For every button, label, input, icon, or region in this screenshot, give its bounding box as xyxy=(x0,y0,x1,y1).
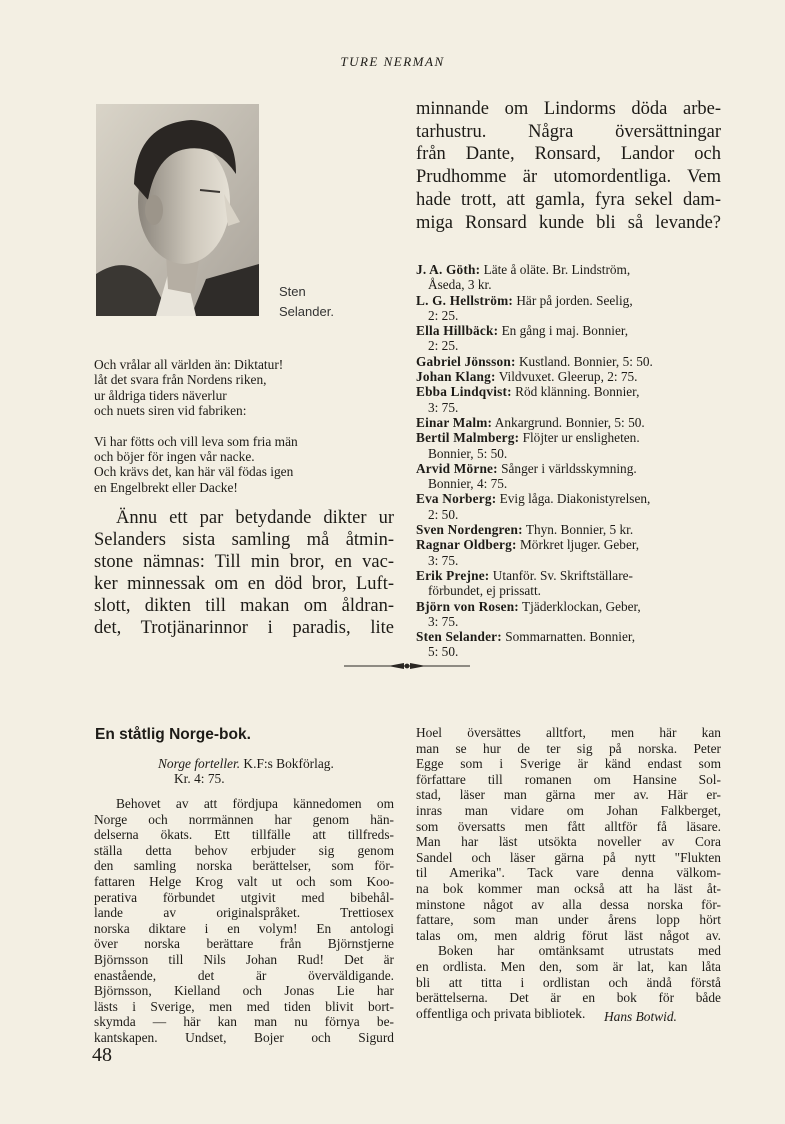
entry-author: Bertil Malmberg: xyxy=(416,430,520,446)
poem-excerpt xyxy=(94,357,298,510)
text-line: minstone något av alla dessa norska för- xyxy=(416,896,721,912)
text-line: slott, dikten till makan om åldran- xyxy=(94,596,394,616)
text-line: tarhustru. Några översättningar xyxy=(416,121,721,142)
text-line: enastående, det är överväldigande. xyxy=(94,967,394,983)
review-book-title: Norge forteller. xyxy=(158,756,241,771)
text-line: Prudhomme är utomordentliga. Vem xyxy=(416,167,721,188)
text-line: bli att titta i ordlistan och ändå förstå xyxy=(416,974,721,990)
bibliography-entry xyxy=(416,537,721,568)
entry-details: Sommarnatten. Bonnier, xyxy=(505,629,636,645)
poem-line: ur åldriga tiders näverlur xyxy=(94,387,227,403)
entry-author: Einar Malm: xyxy=(416,414,493,430)
text-line: Ännu ett par betydande dikter ur xyxy=(116,508,394,528)
bibliography-entry xyxy=(416,599,721,630)
poem-line: låt det svara från Nordens riken, xyxy=(94,372,267,388)
bibliography-entry xyxy=(416,415,721,430)
continuation-paragraph xyxy=(416,98,721,234)
entry-details: Flöjter ur ensligheten. xyxy=(522,430,640,446)
text-line: til Amerika". Tack vare denna välkom- xyxy=(416,865,721,881)
entry-author: J. A. Göth: xyxy=(416,262,481,277)
text-line: över norska berättare från Björnstjerne xyxy=(94,936,394,952)
review-text-right xyxy=(416,725,721,1021)
poem-line: en Engelbrekt eller Dacke! xyxy=(94,479,238,495)
text-line: miga Ronsard kunde bli så levande? xyxy=(416,212,721,233)
entry-author: Sten Selander: xyxy=(416,629,502,645)
poem-line: Vi har fötts och vill leva som fria män xyxy=(94,433,298,449)
text-line: stad, läser man gärna mer av. Här er- xyxy=(416,787,721,803)
entry-details: 5: 50. xyxy=(428,644,459,660)
text-line: Norge och norrmännen har genom hän- xyxy=(94,811,394,827)
text-line: ker minnessak om en död bror, Luft- xyxy=(94,574,394,594)
entry-details: Mörkret ljuger. Geber, xyxy=(519,537,640,553)
entry-details: Här på jorden. Seelig, xyxy=(516,292,633,308)
photo-caption xyxy=(279,282,334,322)
entry-author: Ella Hillbäck: xyxy=(416,323,499,339)
section-divider xyxy=(344,660,470,672)
review-source xyxy=(94,756,394,787)
bibliography-entry xyxy=(416,262,721,293)
entry-author: Arvid Mörne: xyxy=(416,460,498,476)
entry-details: 2: 50. xyxy=(428,506,459,522)
text-line: berättelserna. Det är en bok för både xyxy=(416,990,721,1006)
entry-author: Björn von Rosen: xyxy=(416,598,519,614)
entry-details: Åseda, 3 kr. xyxy=(428,277,492,293)
poem-line: och nuets siren vid fabriken: xyxy=(94,403,247,419)
bibliography-entry xyxy=(416,354,721,369)
text-line: perativa förbundet utgivit med bibehål- xyxy=(94,889,394,905)
caption-line: Selander. xyxy=(279,304,334,319)
bibliography-entry xyxy=(416,522,721,537)
text-line: författare till romanen om Hansine Sol- xyxy=(416,771,721,787)
text-line: den samling norska berättelser, som för- xyxy=(94,858,394,874)
entry-details: Läte å oläte. Br. Lindström, xyxy=(483,262,631,277)
entry-details: Vildvuxet. Gleerup, 2: 75. xyxy=(498,369,638,385)
entry-author: Johan Klang: xyxy=(416,369,496,385)
entry-details: Sånger i världsskymning. xyxy=(501,460,637,476)
entry-details: Bonnier, 4: 75. xyxy=(428,476,508,492)
body-paragraph xyxy=(94,507,394,639)
text-line: som översatts men fått alltför få läsare. xyxy=(416,818,721,834)
text-line: Hoel översättes alltfort, men här kan xyxy=(416,725,721,740)
text-line: Sandel och läser gärna på nytt "Flukten xyxy=(416,849,721,865)
text-line: en ordlista. Men den, som är lat, kan låta xyxy=(416,958,721,974)
entry-author: Erik Prejne: xyxy=(416,567,490,583)
review-text-left xyxy=(94,796,394,1046)
entry-details: Thyn. Bonnier, 5 kr. xyxy=(525,522,634,538)
entry-author: Gabriel Jönsson: xyxy=(416,353,516,369)
text-line: kantskapen. Undset, Bojer och Sigurd xyxy=(94,1029,394,1045)
text-line: stone nämnas: Till min bror, en vac- xyxy=(94,552,394,572)
review-publisher: K.F:s Bokförlag. xyxy=(240,756,334,771)
entry-author: Sven Nordengren: xyxy=(416,522,523,538)
text-line: lästs i Sverige, men med tiden blivit bort- xyxy=(94,998,394,1014)
text-line: lande av originalspråket. Trettiosex xyxy=(94,905,394,921)
entry-author: Ragnar Oldberg: xyxy=(416,537,517,553)
text-line: Behovet av att fördjupa kännedomen om xyxy=(116,796,394,811)
poem-line: Och krävs det, kan här väl födas igen xyxy=(94,464,294,480)
text-line: hade trott, att gamla, fyra sekel dam- xyxy=(416,189,721,210)
entry-details: Bonnier, 5: 50. xyxy=(428,445,508,461)
poem-stanza xyxy=(94,434,298,496)
entry-details: 2: 25. xyxy=(428,307,459,323)
page-number: 48 xyxy=(92,1044,112,1066)
review-title: En ståtlig Norge-bok. xyxy=(95,726,251,743)
text-line: Björnsson, Kielland och Jonas Lie har xyxy=(94,983,394,999)
text-line: man se hur de ter sig på norska. Peter xyxy=(416,740,721,756)
text-line: Selanders sista samling må åtmin- xyxy=(94,530,394,550)
text-line: fattare, som man under årens lopp hört xyxy=(416,912,721,928)
bibliography-entry xyxy=(416,293,721,324)
running-header: TURE NERMAN xyxy=(340,54,445,69)
text-line: Man har läst utsökta noveller av Cora xyxy=(416,834,721,850)
entry-details: 2: 25. xyxy=(428,338,459,354)
review-price: Kr. 4: 75. xyxy=(174,771,225,787)
bibliography-entry xyxy=(416,384,721,415)
poem-line: Och vrålar all världen än: Diktatur! xyxy=(94,357,284,372)
bibliography-list xyxy=(416,262,721,660)
entry-details: Evig låga. Diakonistyrelsen, xyxy=(499,491,651,507)
review-signature: Hans Botwid. xyxy=(604,1009,677,1024)
poem-line: och böjer för ingen vår nacke. xyxy=(94,449,255,465)
caption-line: Sten xyxy=(279,284,306,299)
entry-details: 3: 75. xyxy=(428,552,459,568)
text-line: det, Trotjänarinnor i paradis, lite xyxy=(94,618,394,638)
bibliography-entry xyxy=(416,568,721,599)
bibliography-entry xyxy=(416,491,721,522)
poem-stanza xyxy=(94,357,298,419)
text-line: från Dante, Ronsard, Landor och xyxy=(416,144,721,165)
entry-details: 3: 75. xyxy=(428,613,459,629)
entry-details: Tjäderklockan, Geber, xyxy=(522,598,641,614)
text-line: Egge som i Sverige är känd endast som xyxy=(416,756,721,772)
text-line: ställa detta behov erbjuder sig genom xyxy=(94,842,394,858)
entry-details: Ankargrund. Bonnier, 5: 50. xyxy=(494,414,645,430)
bibliography-entry xyxy=(416,430,721,461)
entry-details: Utanför. Sv. Skriftställare- xyxy=(492,567,633,583)
text-line: norska diktare i en volym! En antologi xyxy=(94,920,394,936)
entry-details: Kustland. Bonnier, 5: 50. xyxy=(518,353,653,369)
text-line: delserna ökats. Ett tillfälle att tillfreds- xyxy=(94,827,394,843)
bibliography-entry xyxy=(416,629,721,660)
text-line: fattaren Helge Krog valt ut och som Koo- xyxy=(94,873,394,889)
entry-author: Eva Norberg: xyxy=(416,491,497,507)
text-line: offentliga och privata bibliotek. xyxy=(416,1005,586,1021)
entry-author: Ebba Lindqvist: xyxy=(416,384,512,400)
text-line: talas om, men aldrig förut läst något av. xyxy=(416,927,721,943)
entry-details: Röd klänning. Bonnier, xyxy=(515,384,640,400)
entry-details: förbundet, ej prissatt. xyxy=(428,583,541,599)
text-line: Boken har omtänksamt utrustats med xyxy=(438,943,721,959)
bibliography-entry xyxy=(416,323,721,354)
text-line: minnande om Lindorms döda arbe- xyxy=(416,99,721,119)
bibliography-entry xyxy=(416,369,721,384)
text-line: Björnsson till Nils Johan Rud! Det är xyxy=(94,951,394,967)
entry-details: En gång i maj. Bonnier, xyxy=(501,323,629,339)
entry-author: L. G. Hellström: xyxy=(416,292,513,308)
text-line: skymda — här kan man nu förnya be- xyxy=(94,1014,394,1030)
portrait-photo xyxy=(96,104,259,316)
text-line: inras man vidare om Johan Falkberget, xyxy=(416,802,721,818)
text-line: na bok kommer man också att ha läst åt- xyxy=(416,880,721,896)
entry-details: 3: 75. xyxy=(428,399,459,415)
bibliography-entry xyxy=(416,461,721,492)
